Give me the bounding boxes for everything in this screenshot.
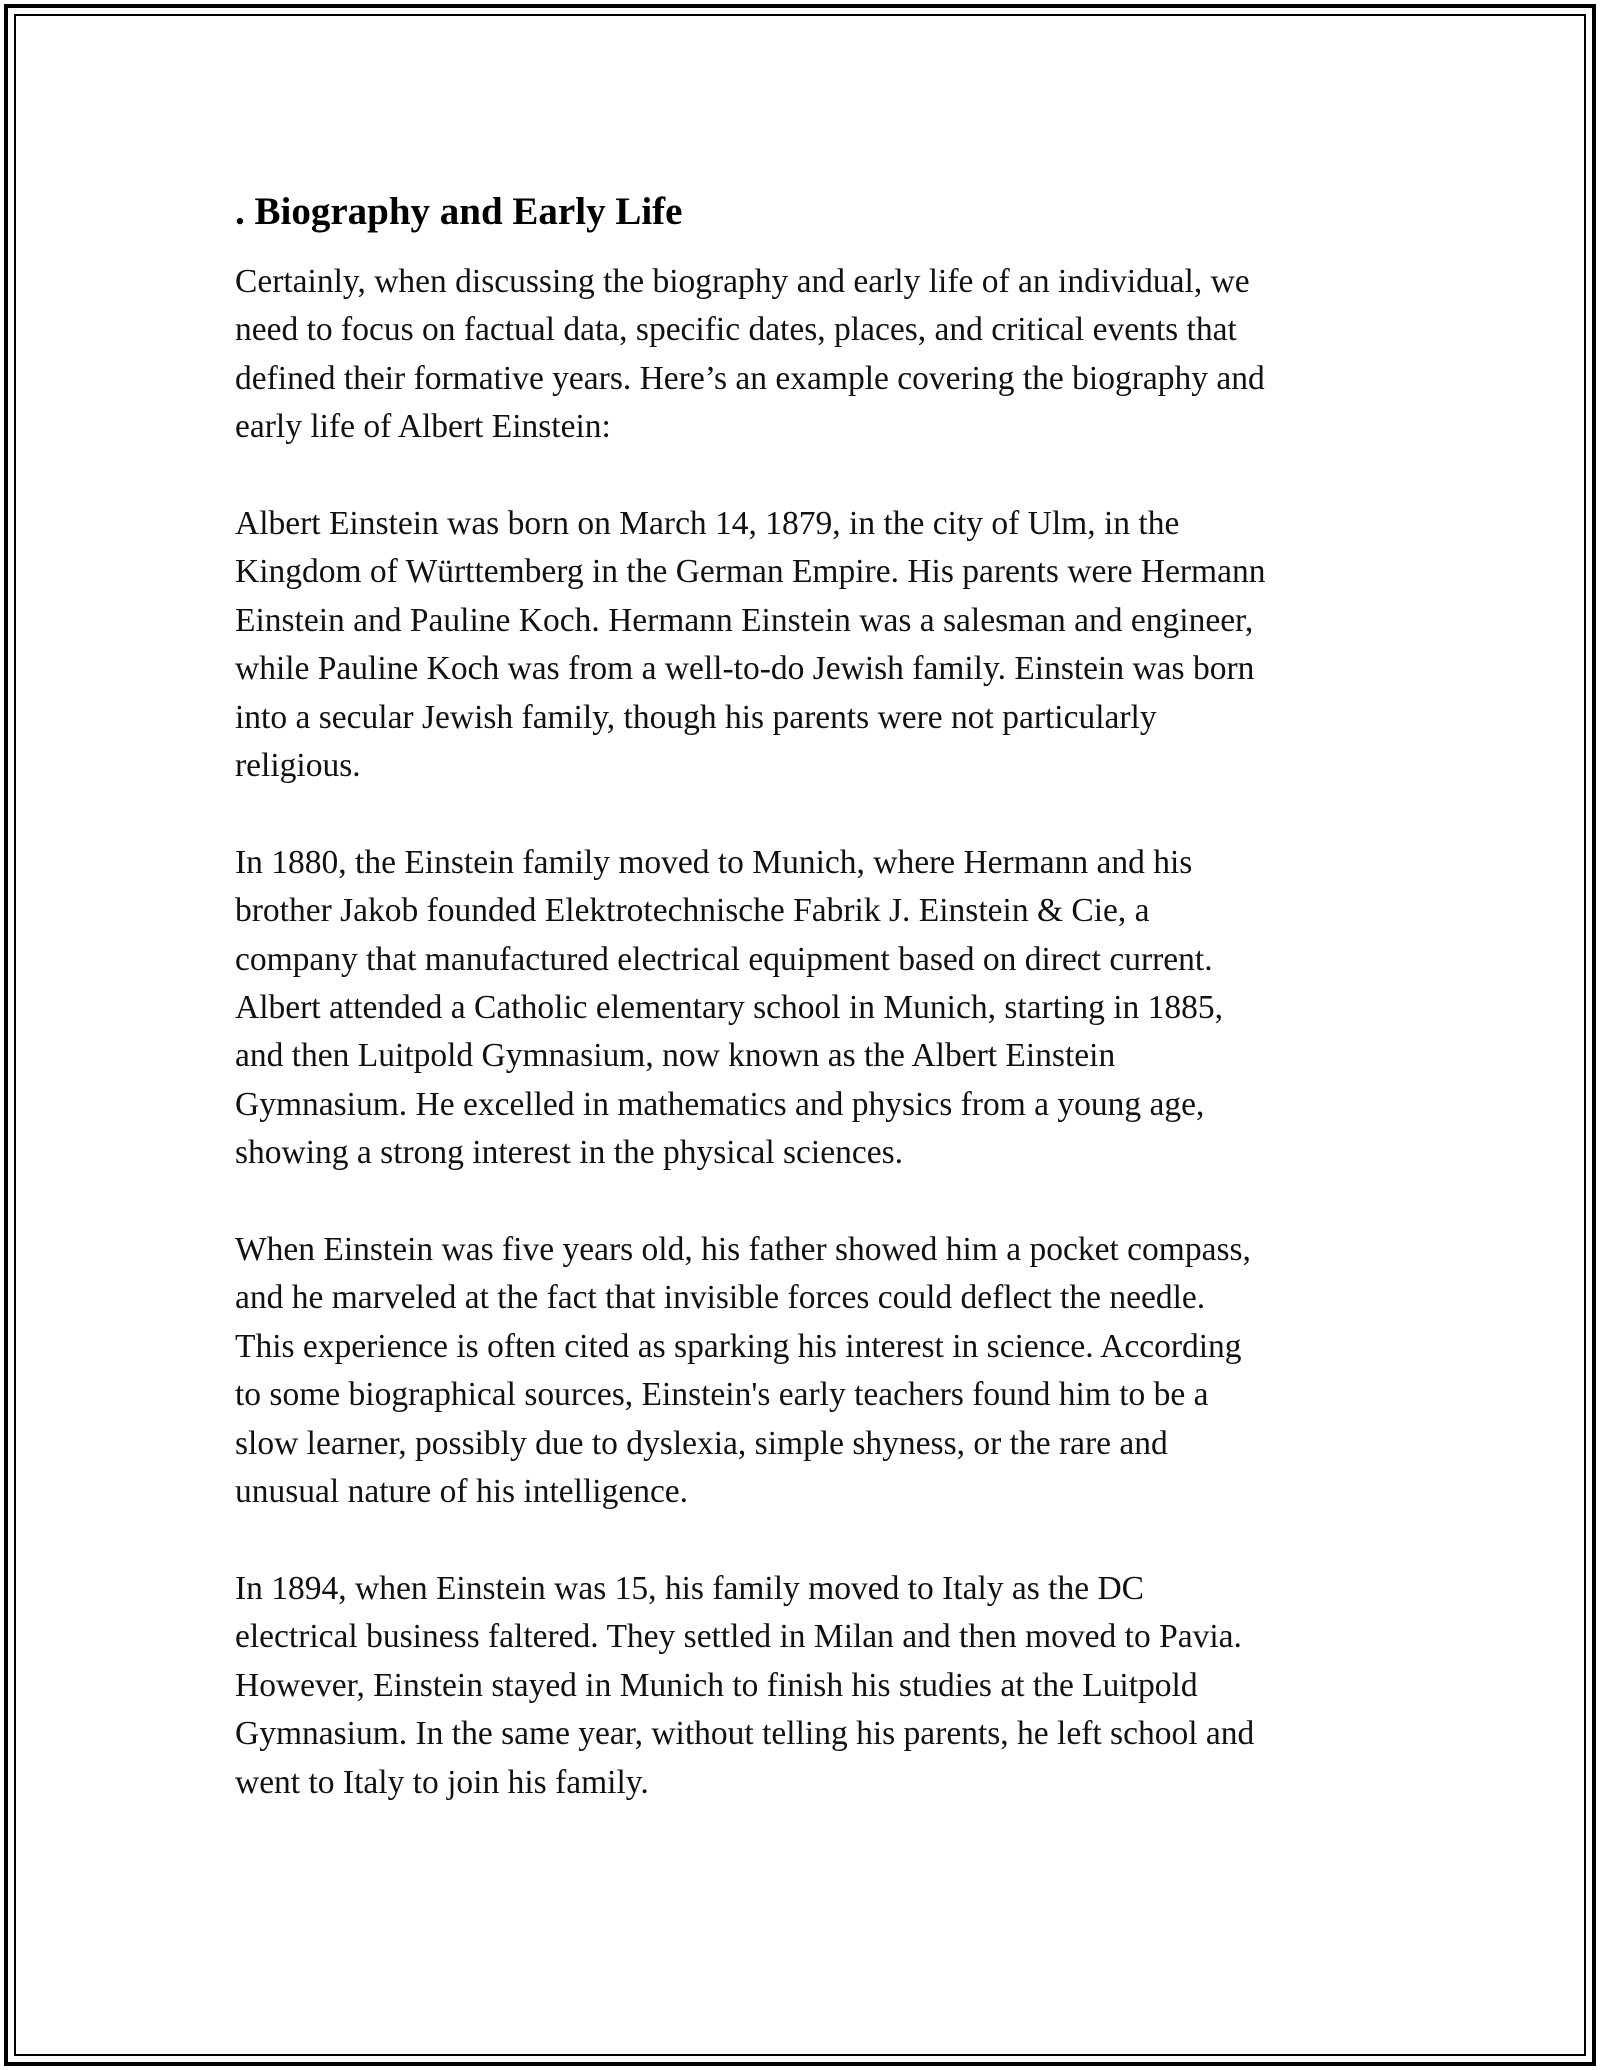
paragraph-birth: Albert Einstein was born on March 14, 1879, in the city of Ulm, in the Kingdom of Württemberg in the German Empire. His parents were Hermann Einstein and Pauline Koch. Hermann Einstein was a salesman and engineer, while Pauline Koch was from a well-to-do Jewish family. Einstein was born into a secular Jewish family, though his parents were not particularly religious.	[235, 505, 1266, 785]
document-body	[235, 186, 1375, 1855]
paragraph-intro: Certainly, when discussing the biography and early life of an individual, we need to focus on factual data, specific dates, places, and critical events that defined their formative years. Here’s an example covering the biography and early life of Albert Einstein:	[235, 263, 1265, 446]
paragraph-italy: In 1894, when Einstein was 15, his family moved to Italy as the DC electrical business faltered. They settled in Milan and then moved to Pavia. However, Einstein stayed in Munich to finish his studies at the Luitpold Gymnasium. In the same year, without telling his parents, he left school and went to Italy to join his family.	[235, 1569, 1255, 1801]
paragraph-munich: In 1880, the Einstein family moved to Munich, where Hermann and his brother Jakob founded Elektrotechnische Fabrik J. Einstein & Cie, a company that manufactured electrical equipment based on direct current. Albert attended a Catholic elementary school in Munich, starting in 1885, and then Luitpold Gymnasium, now known as the Albert Einstein Gymnasium. He excelled in mathematics and physics from a young age, showing a strong interest in the physical sciences.	[235, 843, 1224, 1172]
paragraph-compass: When Einstein was five years old, his father showed him a pocket compass, and he marveled at the fact that invisible forces could deflect the needle. This experience is often cited as sparking his interest in science. According to some biographical sources, Einstein's early teachers found him to be a slow learner, possibly due to dyslexia, simple shyness, or the rare and unusual nature of his intelligence.	[235, 1231, 1251, 1511]
section-heading: . Biography and Early Life	[235, 190, 683, 233]
